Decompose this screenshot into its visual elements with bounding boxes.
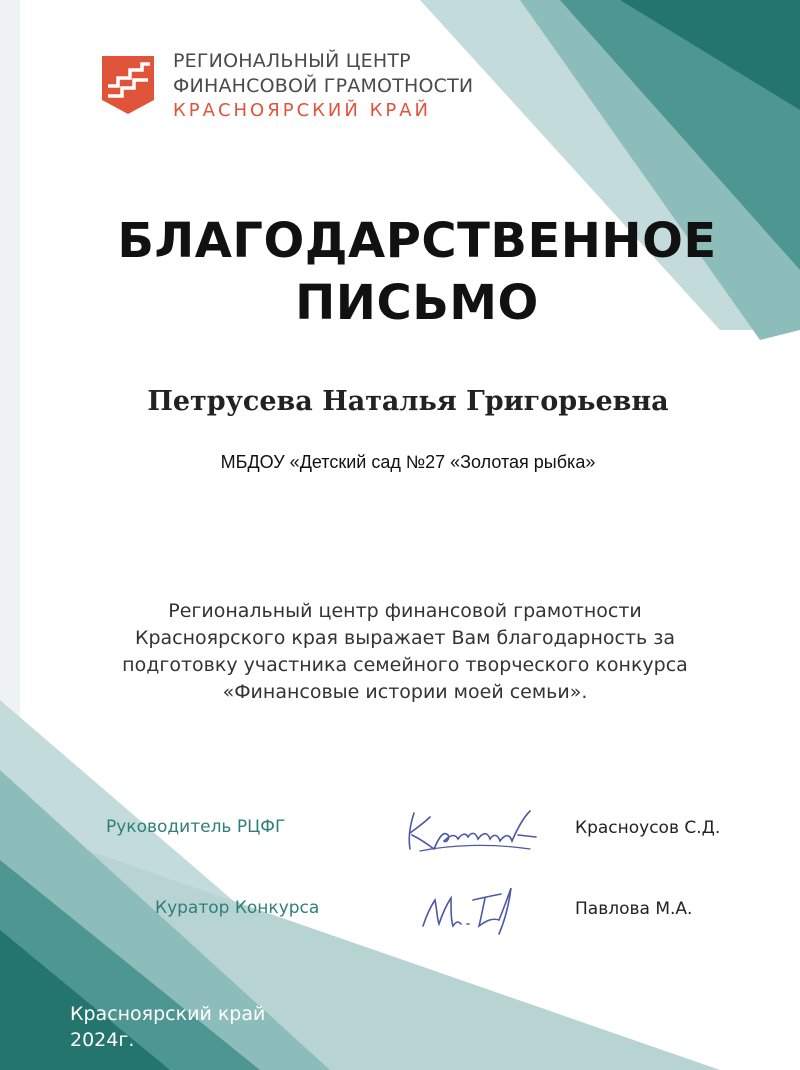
- recipient-name: Петрусева Наталья Григорьевна: [147, 386, 669, 417]
- gratitude-text: [0, 598, 800, 706]
- signatory-name-2: Павлова М.А.: [575, 899, 693, 919]
- body-line-2: Красноярского края выражает Вам благодарность за: [134, 627, 676, 649]
- logo-line-1: РЕГИОНАЛЬНЫЙ ЦЕНТР: [173, 50, 411, 72]
- body-line-1: Региональный центр финансовой грамотности: [168, 600, 642, 622]
- signatory-name-1: Красноусов С.Д.: [575, 818, 721, 838]
- logo-line-3: КРАСНОЯРСКИЙ КРАЙ: [173, 100, 431, 121]
- recipient-organization: МБДОУ «Детский сад №27 «Золотая рыбка»: [220, 452, 596, 472]
- title-line-2: ПИСЬМО: [295, 275, 539, 331]
- title-line-1: БЛАГОДАРСТВЕННОЕ: [117, 213, 717, 269]
- signatory-role-2: Куратор Конкурса: [155, 898, 320, 918]
- body-line-3: подготовку участника семейного творческого конкурса: [122, 654, 688, 676]
- signature-2-icon: [415, 880, 525, 940]
- logo-line-2: ФИНАНСОВОЙ ГРАМОТНОСТИ: [173, 75, 474, 97]
- body-line-4: «Финансовые истории моей семьи».: [222, 681, 588, 703]
- signature-1-icon: [400, 805, 550, 857]
- signatory-role-1: Руководитель РЦФГ: [106, 817, 286, 837]
- document-title: [0, 210, 800, 334]
- footer-year: 2024г.: [70, 1029, 135, 1051]
- footer-region: Красноярский край: [70, 1003, 266, 1025]
- logo-mark-icon: [102, 56, 154, 114]
